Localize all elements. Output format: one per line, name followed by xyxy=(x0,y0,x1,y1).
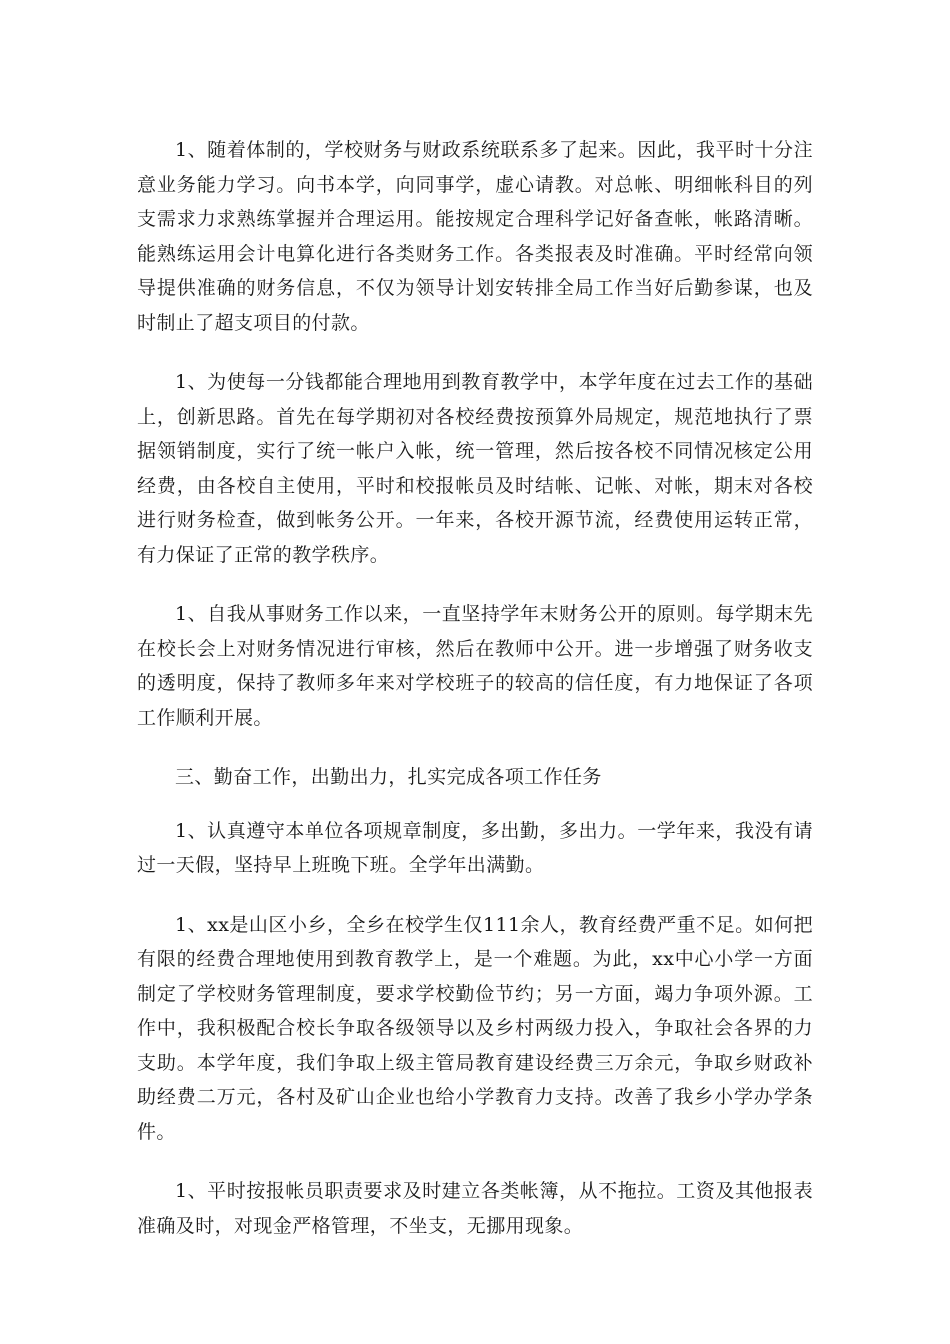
paragraph-fundraising: 1、xx是山区小乡，全乡在校学生仅111余人，教育经费严重不足。如何把有限的经费合理地使用到教育教学上，是一个难题。为此，xx中心小学一方面制定了学校财务管理制度，要求学校勤俭节约；另一方面，竭力争项外源。工作中，我积极配合校长争取各级领导以及乡村两级力投入，争取社会各界的力支助。本学年度，我们争取上级主管局教育建设经费三万余元，争取乡财政补助经费二万元，各村及矿山企业也给小学教育力支持。改善了我乡小学办学条件。 xyxy=(137,913,813,1143)
paragraph-fund-management: 1、为使每一分钱都能合理地用到教育教学中，本学年度在过去工作的基础上，创新思路。首先在每学期初对各校经费按预算外局规定，规范地执行了票据领销制度，实行了统一帐户入帐，统一管理，然后按各校不同情况核定公用经费，由各校自主使用，平时和校报帐员及时结帐、记帐、对帐，期末对各校进行财务检查，做到帐务公开。一年来，各校开源节流，经费使用运转正常，有力保证了正常的教学秩序。 xyxy=(137,371,813,566)
paragraph-bookkeeping: 1、平时按报帐员职责要求及时建立各类帐簿，从不拖拉。工资及其他报表准确及时，对现金严格管理，不坐支，无挪用现象。 xyxy=(137,1180,813,1237)
paragraph-attendance: 1、认真遵守本单位各项规章制度，多出勤，多出力。一学年来，我没有请过一天假，坚持早上班晚下班。全学年出满勤。 xyxy=(137,819,813,876)
paragraph-accounting-skills: 1、随着体制的，学校财务与财政系统联系多了起来。因此，我平时十分注意业务能力学习。向书本学，向同事学，虚心请教。对总帐、明细帐科目的列支需求力求熟练掌握并合理运用。能按规定合理科学记好备查帐，帐路清晰。能熟练运用会计电算化进行各类财务工作。各类报表及时准确。平时经常向领导提供准确的财务信息，不仅为领导计划安转排全局工作当好后勤参谋，也及时制止了超支项目的付款。 xyxy=(137,139,813,334)
paragraph-financial-disclosure: 1、自我从事财务工作以来，一直坚持学年末财务公开的原则。每学期末先在校长会上对财务情况进行审核，然后在教师中公开。进一步增强了财务收支的透明度，保持了教师多年来对学校班子的较高的信任度，有力地保证了各项工作顺利开展。 xyxy=(137,603,813,729)
document-body xyxy=(137,133,813,1268)
section-heading: 三、勤奋工作，出勤出力，扎实完成各项工作任务 xyxy=(175,766,602,788)
